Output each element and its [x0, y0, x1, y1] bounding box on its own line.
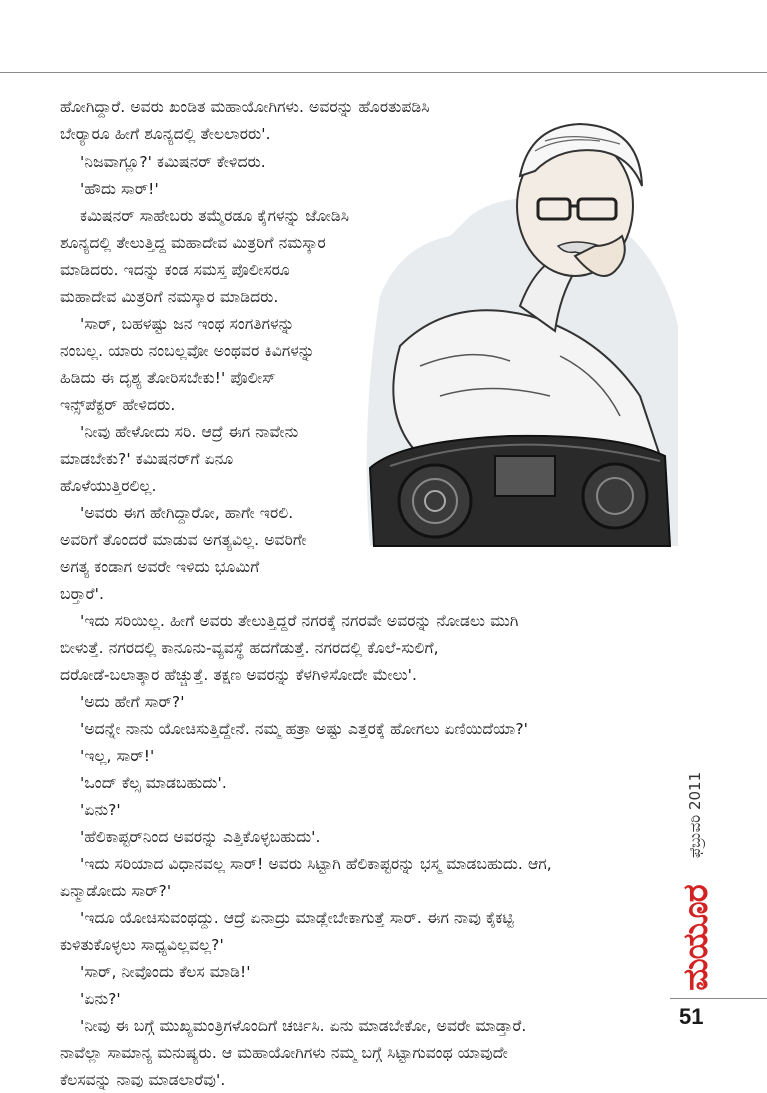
text-line: 'ಹೆಲಿಕಾಪ್ಟರ್‌ನಿಂದ ಅವರನ್ನು ಎತ್ತಿಕೊಳ್ಳಬಹುದು'.	[80, 828, 321, 846]
text-line: ಹೋಗಿದ್ದಾರೆ. ಅವರು ಖಂಡಿತ ಮಹಾಯೋಗಿಗಳು. ಅವರನ್ನು ಹೊರತುಪಡಿಸಿ	[60, 98, 430, 116]
illustration	[360, 96, 680, 554]
text-line: ಮಾಡಬೇಕು?' ಕಮಿಷನರ್‌ಗೆ ಏನೂ	[60, 450, 234, 468]
text-line: 'ನೀವು ಈ ಬಗ್ಗೆ ಮುಖ್ಯಮಂತ್ರಿಗಳೊಂದಿಗೆ ಚರ್ಚಿಸಿ. ಏನು ಮಾಡಬೇಕೋ, ಅವರೇ ಮಾಡ್ತಾರೆ.	[80, 1017, 527, 1035]
text-line: ಬರ್‍ತಾರೆ'.	[60, 585, 104, 603]
text-line: ಕುಳಿತುಕೊಳ್ಳಲು ಸಾಧ್ಯವಿಲ್ಲವಲ್ಲ?'	[60, 936, 224, 954]
text-line: ನಾವೆಲ್ಲಾ ಸಾಮಾನ್ಯ ಮನುಷ್ಯರು. ಆ ಮಹಾಯೋಗಿಗಳು ನಮ್ಮ ಬಗ್ಗೆ ಸಿಟ್ಟಾಗುವಂಥ ಯಾವುದೇ	[60, 1044, 508, 1062]
text-line: ಬೇರ್‍ಯಾರೂ ಹೀಗೆ ಶೂನ್ಯದಲ್ಲಿ ತೇಲಲಾರರು'.	[60, 125, 271, 143]
text-line: 'ಅದು ಹೇಗೆ ಸಾರ್?'	[80, 693, 185, 711]
text-line: 'ಹೌದು ಸಾರ್!'	[80, 180, 159, 198]
header-rule	[0, 72, 767, 73]
text-line: 'ಇದು ಸರಿಯಿಲ್ಲ. ಹೀಗೆ ಅವರು ತೇಲುತ್ತಿದ್ದರೆ ನಗರಕ್ಕೆ ನಗರವೇ ಅವರನ್ನು ನೋಡಲು ಮುಗಿ	[80, 612, 519, 630]
text-line: ಕಮಿಷನರ್ ಸಾಹೇಬರು ತಮ್ಮೆರಡೂ ಕೈಗಳನ್ನು ಜೋಡಿಸಿ	[80, 207, 350, 225]
text-line: ಇನ್ಸ್‌ಪೆಕ್ಟರ್ ಹೇಳಿದರು.	[60, 396, 176, 414]
text-line: ನಂಬಲ್ಲ. ಯಾರು ನಂಬಲ್ಲವೋ ಅಂಥವರ ಕಿವಿಗಳನ್ನು	[60, 342, 315, 360]
text-line: ಅವರಿಗೆ ತೊಂದರೆ ಮಾಡುವ ಅಗತ್ಯವಿಲ್ಲ. ಅವರಿಗೇ	[60, 531, 307, 549]
text-line: ಅಗತ್ಯ ಕಂಡಾಗ ಅವರೇ ಇಳಿದು ಭೂಮಿಗೆ	[60, 558, 260, 576]
text-line: 'ಒಂದ್ ಕೆಲ್ಸ ಮಾಡಬಹುದು'.	[80, 774, 227, 792]
text-line: 'ಅವರು ಈಗ ಹೇಗಿದ್ದಾರೋ, ಹಾಗೇ ಇರಲಿ.	[80, 504, 294, 522]
text-line: ಕೆಲಸವನ್ನು ನಾವು ಮಾಡಲಾರೆವು'.	[60, 1071, 226, 1089]
text-line: 'ಏನು?'	[80, 990, 121, 1008]
text-line: 'ಏನು?'	[80, 801, 121, 819]
text-line: 'ಇಲ್ಲ, ಸಾರ್!'	[80, 747, 155, 765]
text-line: ಶೂನ್ಯದಲ್ಲಿ ತೇಲುತ್ತಿದ್ದ ಮಹಾದೇವ ಮಿತ್ರರಿಗೆ ನಮಸ್ಕಾರ	[60, 234, 326, 252]
text-line: ಬೀಳುತ್ತೆ. ನಗರದಲ್ಲಿ ಕಾನೂನು-ವ್ಯವಸ್ಥೆ ಹದಗೆಡುತ್ತೆ. ನಗರದಲ್ಲಿ ಕೊಲೆ-ಸುಲಿಗೆ,	[60, 639, 439, 657]
text-line: 'ಸಾರ್, ಬಹಳಷ್ಟು ಜನ ಇಂಥ ಸಂಗತಿಗಳನ್ನು	[80, 315, 295, 333]
text-line: 'ಇದೂ ಯೋಚಿಸುವಂಥದ್ದು. ಆದ್ರೆ ಏನಾದ್ರು ಮಾಡ್ಲೇಬೇಕಾಗುತ್ತೆ ಸಾರ್. ಈಗ ನಾವು ಕೈಕಟ್ಟಿ	[80, 909, 514, 927]
text-line: ಹಿಡಿದು ಈ ದೃಶ್ಯ ತೋರಿಸಬೇಕು!' ಪೊಲೀಸ್	[60, 369, 276, 387]
text-line: 'ಇದು ಸರಿಯಾದ ವಿಧಾನವಲ್ಲ ಸಾರ್! ಅವರು ಸಿಟ್ಟಾಗಿ ಹೆಲಿಕಾಪ್ಟರನ್ನು ಭಸ್ಮ ಮಾಡಬಹುದು. ಆಗ,	[80, 855, 552, 873]
issue-date-label: ಫೆಬ್ರುವರಿ 2011	[686, 771, 704, 859]
text-line: 'ನೀವು ಹೇಳೋದು ಸರಿ. ಆದ್ರೆ ಈಗ ನಾವೇನು	[80, 423, 299, 441]
text-line: ಏನ್ಮಾಡೋದು ಸಾರ್?'	[60, 882, 172, 900]
text-line: 'ನಿಜವಾಗ್ಲೂ?' ಕಮಿಷನರ್ ಕೇಳಿದರು.	[80, 153, 266, 171]
text-line: ದರೋಡೆ-ಬಲಾತ್ಕಾರ ಹೆಚ್ಚುತ್ತೆ. ತಕ್ಷಣ ಅವರನ್ನು ಕೆಳಗಿಳಿಸೋದೇ ಮೇಲು'.	[60, 666, 418, 684]
text-line: ಹೊಳೆಯುತ್ತಿರಲಿಲ್ಲ.	[60, 477, 157, 495]
footer-rule	[670, 998, 767, 999]
magazine-logo: ಮಯೂರ	[676, 885, 716, 991]
text-line: ಮಹಾದೇವ ಮಿತ್ರರಿಗೆ ನಮಸ್ಕಾರ ಮಾಡಿದರು.	[60, 288, 279, 306]
text-line: ಮಾಡಿದರು. ಇದನ್ನು ಕಂಡ ಸಮಸ್ತ ಪೊಲೀಸರೂ	[60, 261, 290, 279]
page-number: 51	[679, 1004, 704, 1029]
text-line: 'ಅದನ್ನೇ ನಾನು ಯೋಚಿಸುತ್ತಿದ್ದೇನೆ. ನಮ್ಮ ಹತ್ರಾ ಅಷ್ಟು ಎತ್ತರಕ್ಕೆ ಹೋಗಲು ಏಣಿಯಿದೆಯಾ?'	[80, 720, 529, 738]
text-line: 'ಸಾರ್, ನೀವೊಂದು ಕೆಲಸ ಮಾಡಿ!'	[80, 963, 251, 981]
